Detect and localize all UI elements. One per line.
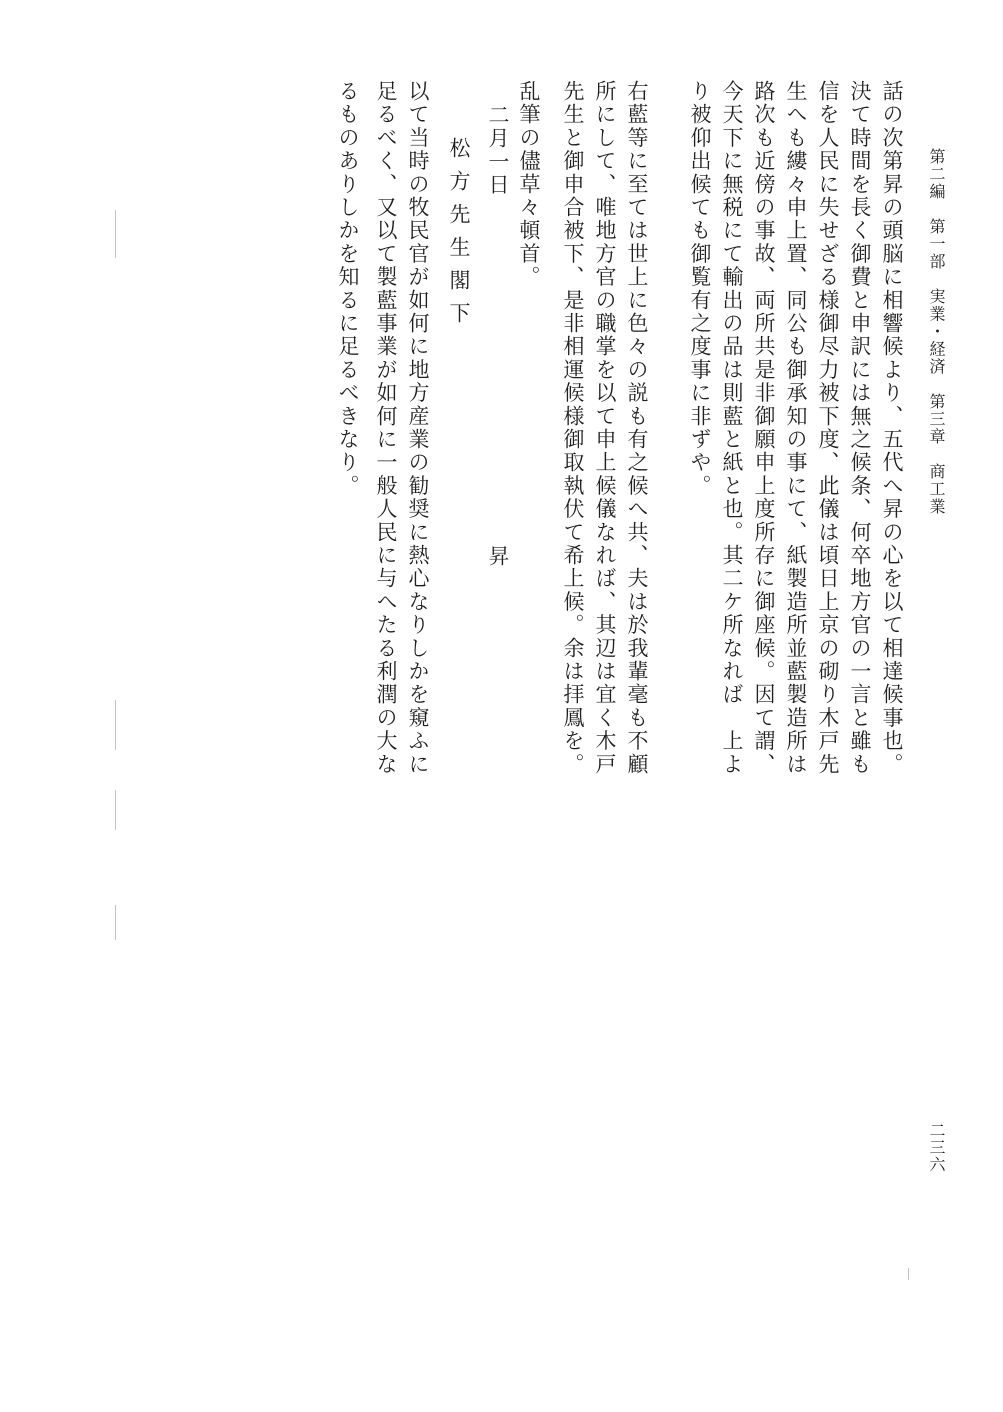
page-number: 二三六 — [927, 1122, 946, 1173]
scan-speck — [115, 905, 116, 940]
commentary-line-2: 足るべく、又以て製藍事業が如何に一般人民に与へたる利潤の大な — [374, 80, 398, 776]
letter-line-5: 路次も近傍の事故、両所共是非御願申上度所存に御座候。因て謂、 — [752, 80, 776, 776]
letter-date: 二月一日 — [486, 104, 510, 197]
scan-speck — [115, 700, 116, 750]
commentary-line-3: るものありしかを知るに足るべきなり。 — [336, 80, 360, 498]
scan-speck — [115, 790, 116, 830]
scan-speck — [908, 1268, 909, 1280]
letter-sender: 昇 — [486, 545, 510, 569]
letter-line-2: 決て時間を長く御費と申訳には無之候条、何卒地方官の一言と雖も — [848, 80, 872, 776]
letter-line-11: 乱筆の儘草々頓首。 — [517, 80, 541, 289]
letter-line-8: 右藍等に至ては世上に色々の説も有之候へ共、夫は於我輩毫も不顧 — [625, 80, 649, 776]
commentary-line-1: 以て当時の牧民官が如何に地方産業の勧奨に熱心なりしかを窺ふに — [406, 80, 430, 776]
letter-line-1: 話の次第昇の頭脳に相響候より、五代へ昇の心を以て相達候事也。 — [880, 80, 904, 776]
running-header: 第二編 第一部 実業・経済 第三章 商工業 — [927, 148, 946, 516]
letter-line-4: 生へも縷々申上置、同公も御承知の事にて、紙製造所並藍製造所は — [784, 80, 808, 776]
letter-line-9: 所にして、唯地方官の職掌を以て申上候儀なれば、其辺は宜く木戸 — [593, 80, 617, 776]
letter-line-3: 信を人民に失せざる様御尽力被下度、此儀は頃日上京の砌り木戸先 — [816, 80, 840, 776]
letter-line-10: 先生と御申合被下、是非相運候様御取執伏て希上候。余は拝鳳を。 — [561, 80, 585, 776]
letter-addressee: 松方先生閣下 — [447, 137, 471, 335]
scan-speck — [115, 210, 116, 258]
letter-line-6: 今天下に無税にて輸出の品は則藍と紙と也。其二ケ所なれば 上よ — [720, 80, 744, 776]
letter-line-7: り被仰出候ても御覧有之度事に非ずや。 — [688, 80, 712, 498]
